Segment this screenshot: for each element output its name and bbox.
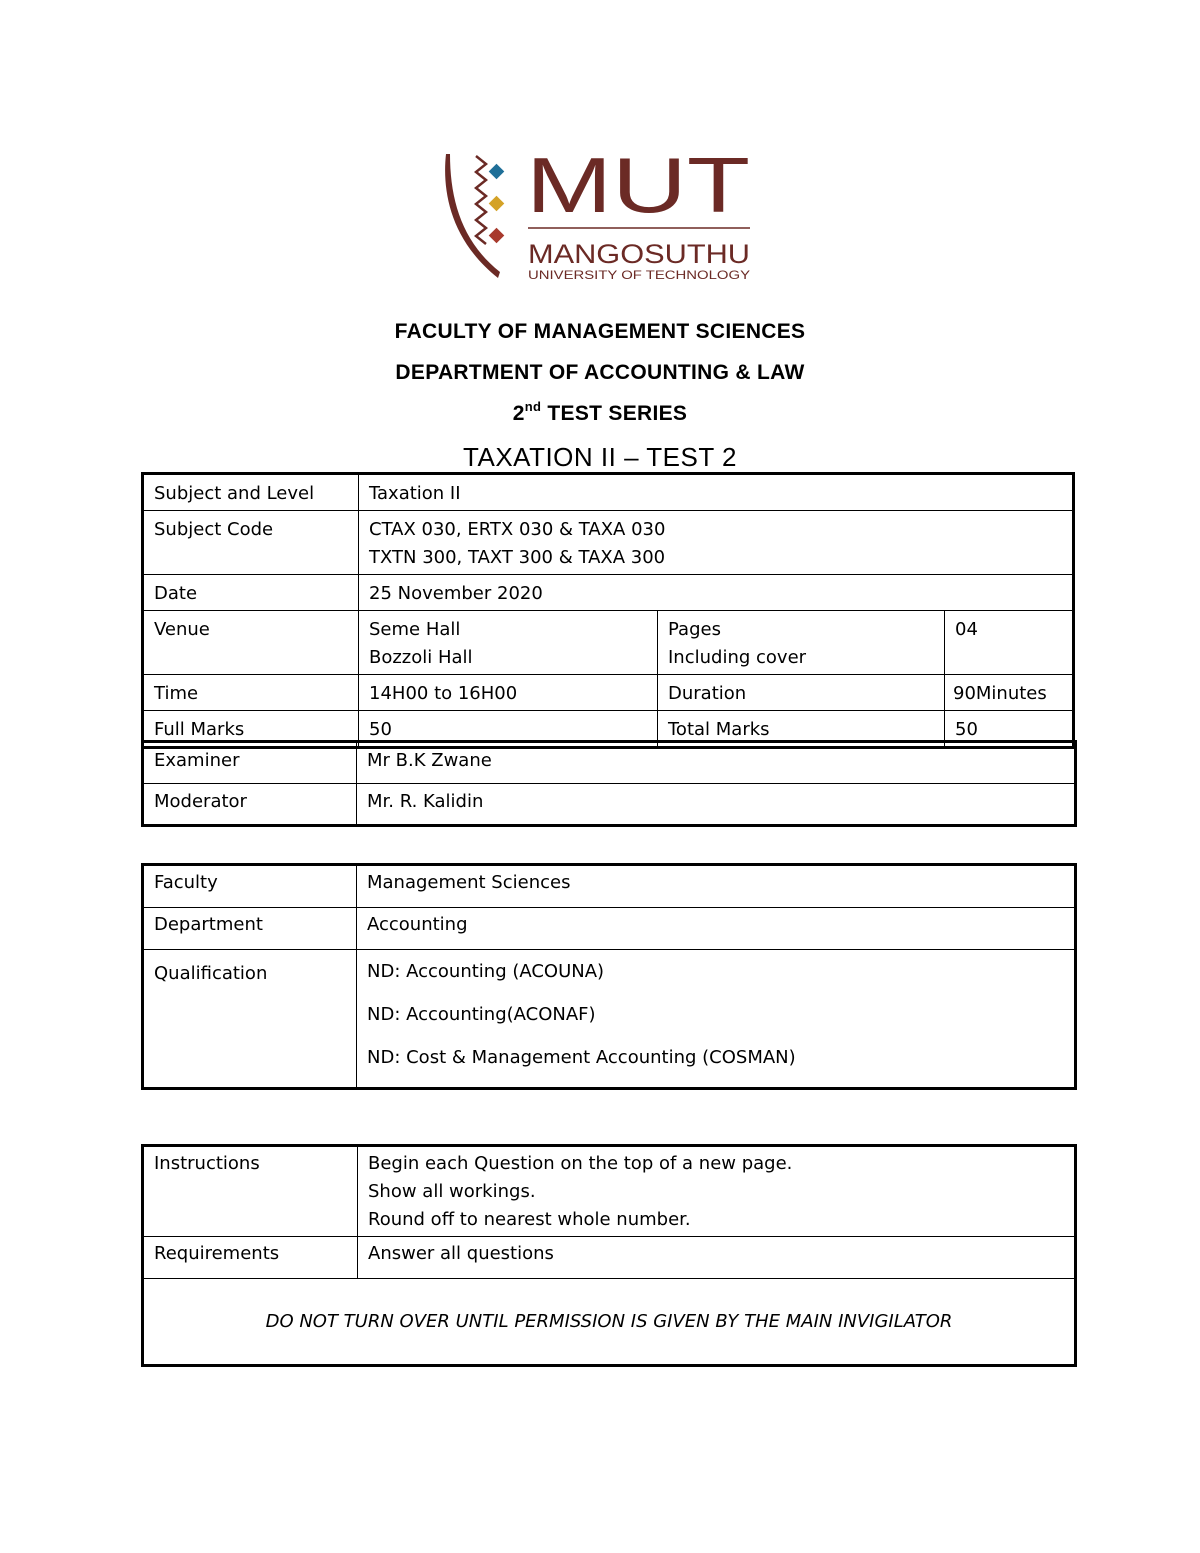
subject-code-label: Subject Code bbox=[144, 511, 359, 575]
test-series-heading bbox=[0, 399, 1200, 426]
test-details-table bbox=[143, 474, 1073, 747]
table-row bbox=[144, 950, 1075, 1088]
faculty-value: Management Sciences bbox=[357, 866, 1075, 908]
pages-value: 04 bbox=[945, 611, 1073, 675]
duration-label: Duration bbox=[658, 675, 945, 711]
qualification-values bbox=[357, 950, 1075, 1088]
mut-logo bbox=[440, 150, 760, 285]
examiner-value: Mr B.K Zwane bbox=[357, 743, 1075, 784]
logo-name: MANGOSUTHU bbox=[528, 239, 750, 269]
moderator-value: Mr. R. Kalidin bbox=[357, 784, 1075, 825]
qualification-item: ND: Cost & Management Accounting (COSMAN) bbox=[367, 1047, 796, 1068]
examiner-label: Examiner bbox=[144, 743, 357, 784]
pages-label-line: Including cover bbox=[668, 647, 807, 668]
subject-code-line: CTAX 030, ERTX 030 & TAXA 030 bbox=[369, 519, 666, 540]
venue-line: Seme Hall bbox=[369, 619, 461, 640]
program-table bbox=[143, 865, 1075, 1088]
series-text: TEST SERIES bbox=[541, 402, 688, 425]
faculty-label: Faculty bbox=[144, 866, 357, 908]
date-label: Date bbox=[144, 575, 359, 611]
subject-code-line: TXTN 300, TAXT 300 & TAXA 300 bbox=[369, 547, 666, 568]
table-row bbox=[144, 1147, 1075, 1237]
requirements-label: Requirements bbox=[144, 1237, 358, 1279]
department-label: Department bbox=[144, 908, 357, 950]
instruction-line: Round off to nearest whole number. bbox=[368, 1209, 691, 1230]
faculty-heading: FACULTY OF MANAGEMENT SCIENCES bbox=[394, 320, 806, 343]
table-row bbox=[144, 475, 1073, 511]
qualification-label: Qualification bbox=[144, 950, 357, 1088]
instruction-line: Show all workings. bbox=[368, 1181, 536, 1202]
moderator-label: Moderator bbox=[144, 784, 357, 825]
full-marks-value: 50 bbox=[359, 711, 658, 747]
table-row bbox=[144, 611, 1073, 675]
test-title: TAXATION II – TEST 2 bbox=[463, 442, 737, 472]
logo-wordmark: MUT bbox=[526, 150, 750, 229]
instructions-values bbox=[358, 1147, 1075, 1237]
date-value: 25 November 2020 bbox=[359, 575, 1073, 611]
total-marks-label: Total Marks bbox=[658, 711, 945, 747]
table-row bbox=[144, 1279, 1075, 1365]
table-row bbox=[144, 908, 1075, 950]
qualification-item: ND: Accounting (ACOUNA) bbox=[367, 961, 605, 982]
pages-label-line: Pages bbox=[668, 619, 721, 640]
table-row bbox=[144, 866, 1075, 908]
full-marks-label: Full Marks bbox=[144, 711, 359, 747]
duration-value: 90Minutes bbox=[945, 675, 1073, 711]
invigilator-notice: DO NOT TURN OVER UNTIL PERMISSION IS GIVEN BY THE MAIN INVIGILATOR bbox=[144, 1279, 1075, 1365]
table-row bbox=[144, 743, 1075, 784]
instructions-label: Instructions bbox=[144, 1147, 358, 1237]
instruction-line: Begin each Question on the top of a new page. bbox=[368, 1153, 793, 1174]
series-number: 2 bbox=[512, 402, 525, 425]
subject-code-value bbox=[359, 511, 1073, 575]
department-value: Accounting bbox=[357, 908, 1075, 950]
qualification-item: ND: Accounting(ACONAF) bbox=[367, 1004, 596, 1025]
venue-line: Bozzoli Hall bbox=[369, 647, 473, 668]
table-row bbox=[144, 1237, 1075, 1279]
pages-label bbox=[658, 611, 945, 675]
total-marks-value: 50 bbox=[945, 711, 1073, 747]
table-row bbox=[144, 575, 1073, 611]
table-row bbox=[144, 675, 1073, 711]
logo-tagline: UNIVERSITY OF TECHNOLOGY bbox=[528, 268, 750, 282]
venue-value bbox=[359, 611, 658, 675]
logo-emblem-icon bbox=[445, 154, 504, 278]
subject-label: Subject and Level bbox=[144, 475, 359, 511]
table-row bbox=[144, 511, 1073, 575]
venue-label: Venue bbox=[144, 611, 359, 675]
subject-value: Taxation II bbox=[359, 475, 1073, 511]
department-heading: DEPARTMENT OF ACCOUNTING & LAW bbox=[395, 361, 805, 384]
requirements-value: Answer all questions bbox=[358, 1237, 1075, 1279]
table-row bbox=[144, 784, 1075, 825]
time-value: 14H00 to 16H00 bbox=[359, 675, 658, 711]
staff-table bbox=[143, 742, 1075, 825]
time-label: Time bbox=[144, 675, 359, 711]
series-suffix: nd bbox=[524, 399, 542, 414]
instructions-table bbox=[143, 1146, 1075, 1365]
